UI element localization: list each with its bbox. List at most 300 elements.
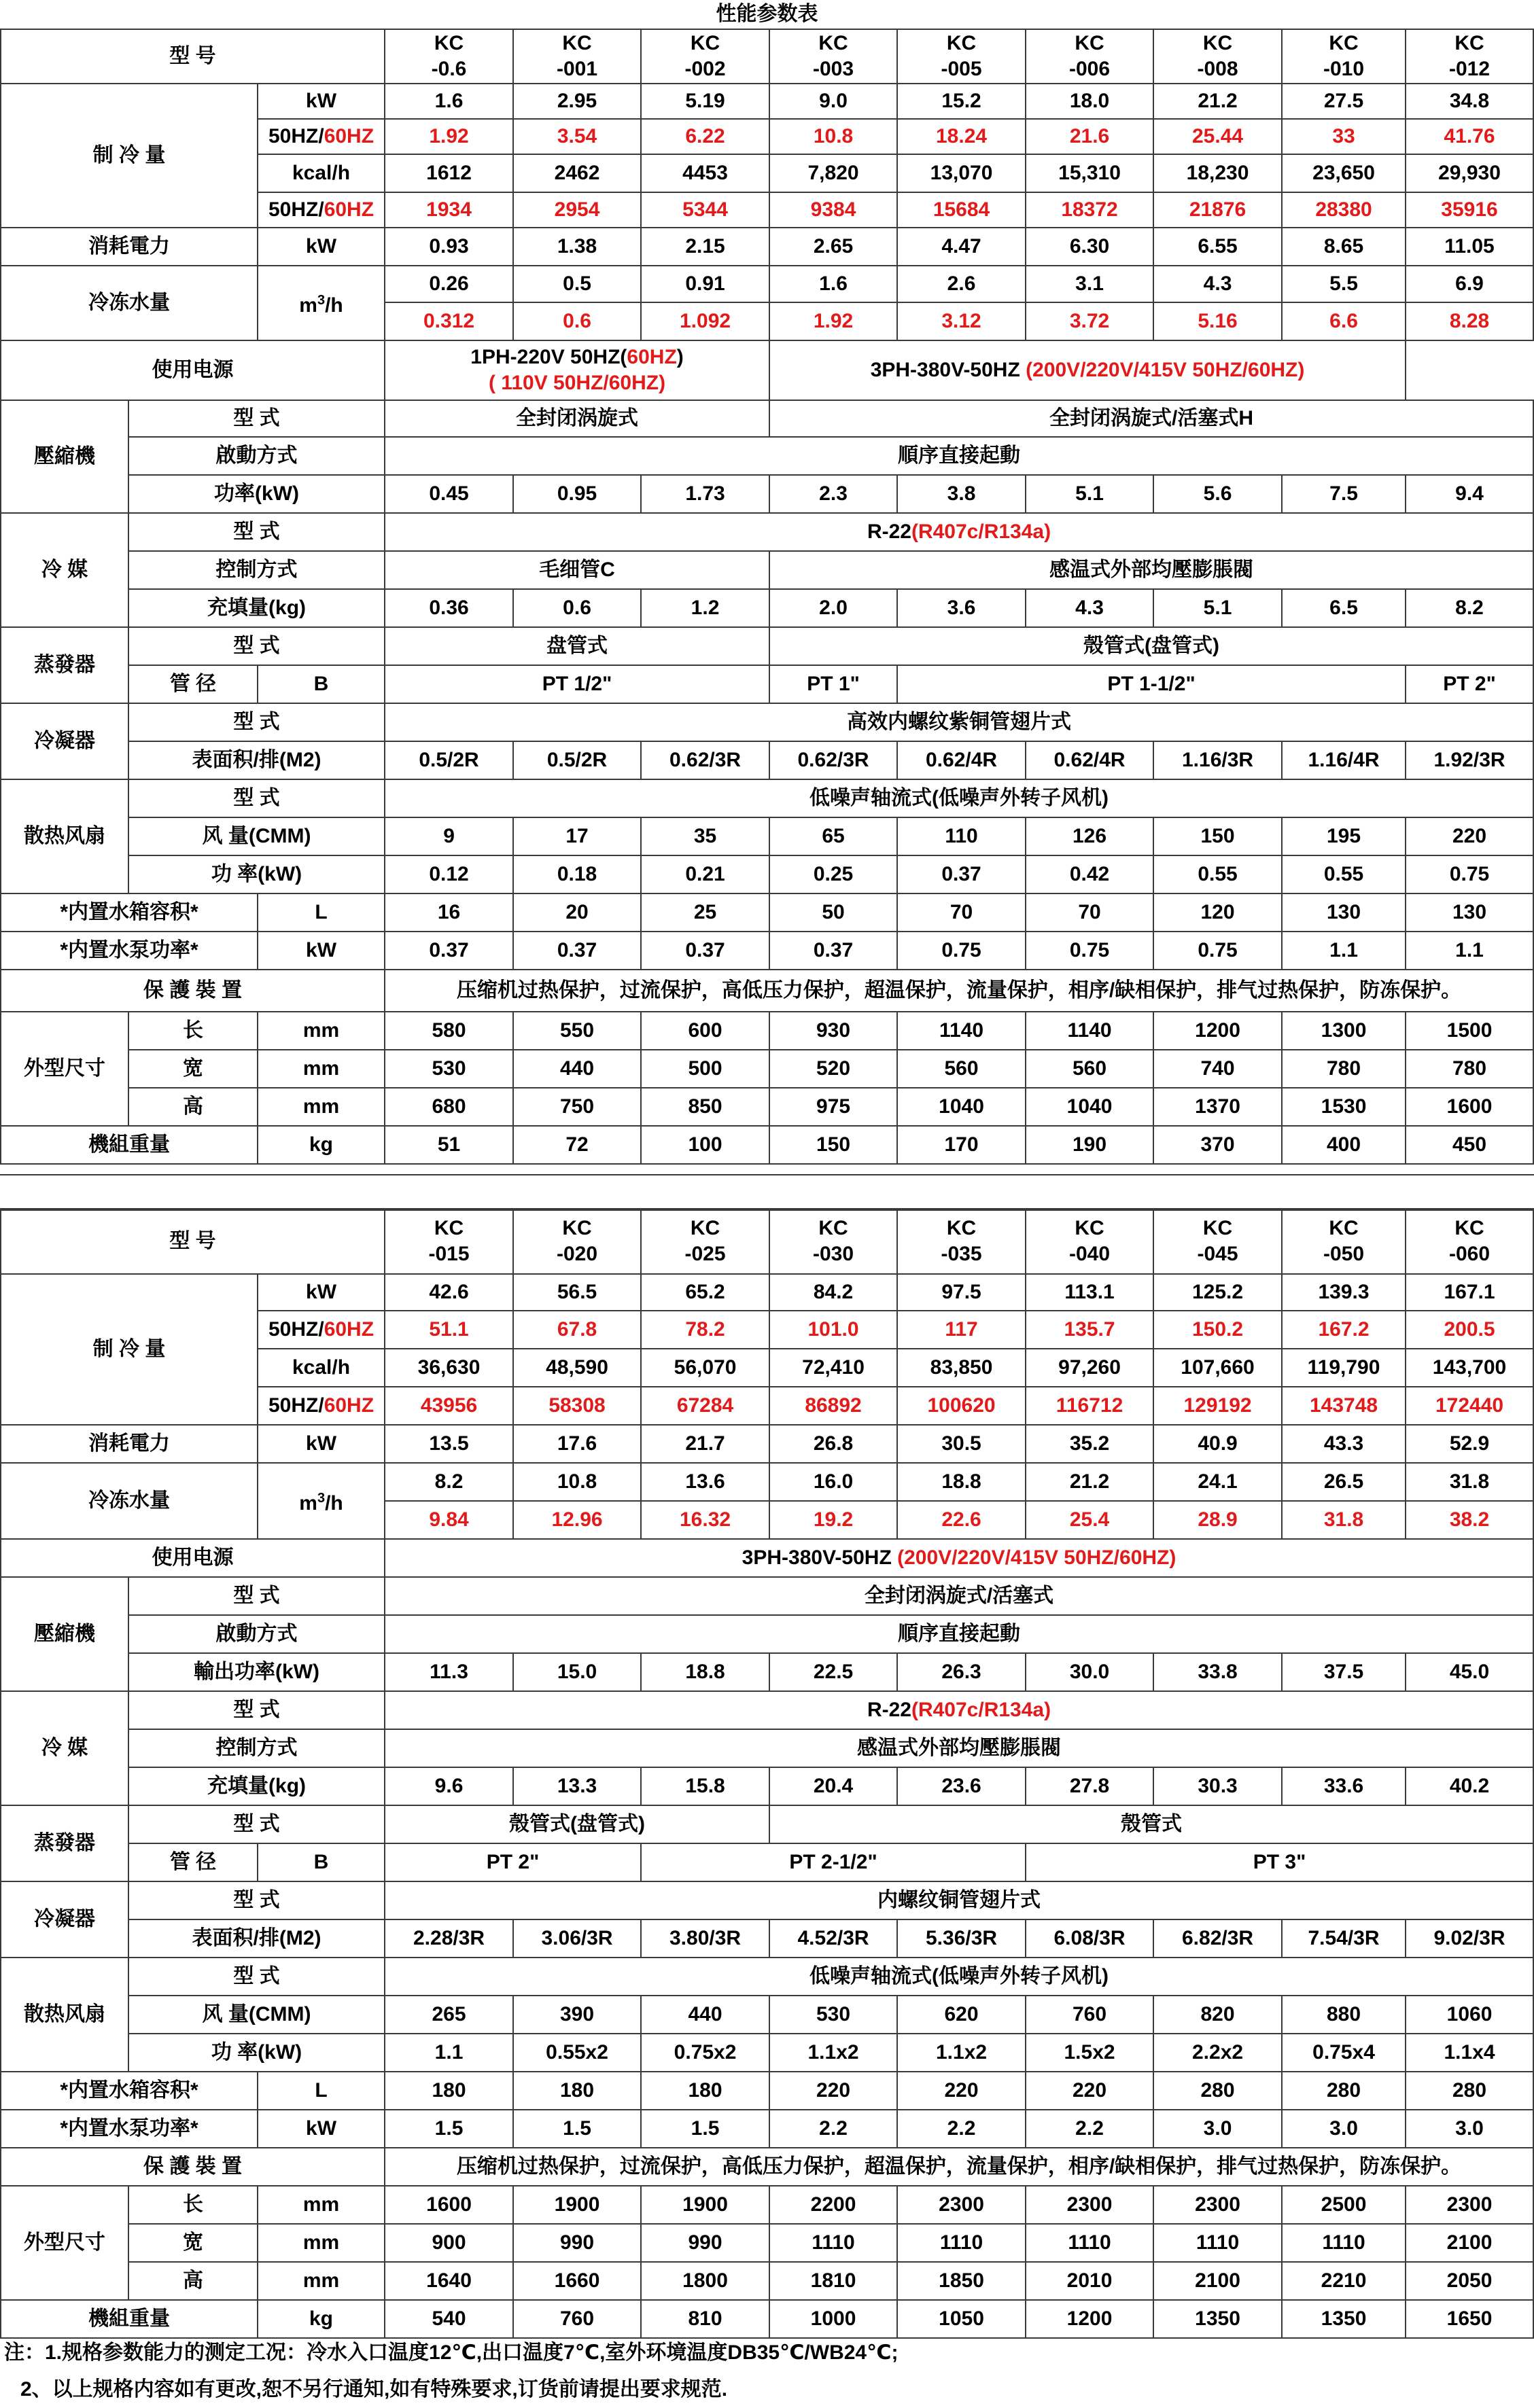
value-cell: 4453: [641, 154, 769, 192]
unit-cell: mm: [258, 1050, 385, 1088]
note-1: 注：1.规格参数能力的测定工况：冷水入口温度12℃,出口温度7℃,室外环境温度DB35℃/WB24℃;: [4, 2341, 899, 2364]
unit-cell: [258, 192, 385, 228]
model-header: [385, 29, 513, 84]
value-cell: 1800: [641, 2262, 769, 2300]
value-cell: 1.1: [385, 2034, 513, 2072]
value-cell: 150: [1153, 817, 1282, 855]
value-cell: 50: [769, 893, 897, 932]
weight-label: 機組重量: [1, 1126, 258, 1164]
value-cell: 0.37: [385, 932, 513, 970]
model-text: -012: [1448, 58, 1491, 80]
value-cell: 1.5x2: [1026, 2034, 1153, 2072]
value-cell: 167.2: [1282, 1311, 1406, 1349]
supply-text-red: (200V/220V/415V 50HZ/60HZ): [1026, 359, 1305, 381]
evaporator-label: 蒸發器: [1, 627, 128, 703]
value-cell: 27.5: [1282, 84, 1406, 119]
value-cell: 1810: [769, 2262, 897, 2300]
value-cell: 18372: [1026, 192, 1153, 228]
supply-text-red: 60HZ: [627, 346, 677, 368]
type-label: 型 式: [128, 1805, 385, 1843]
unit-cell: kcal/h: [258, 154, 385, 192]
value-cell: 180: [513, 2072, 641, 2110]
value-cell: 13.5: [385, 1425, 513, 1463]
surface-label: 表面积/排(M2): [128, 1919, 385, 1958]
value-cell: 620: [897, 1996, 1026, 2034]
compressor-power-row: [1, 1653, 1533, 1691]
unit-cell: B: [258, 1843, 385, 1881]
model-row: [1, 29, 1533, 84]
value-cell: 2300: [1153, 2186, 1282, 2224]
value-cell: 1140: [1026, 1012, 1153, 1050]
value-cell: 120: [1153, 893, 1282, 932]
value-cell: 1.16/3R: [1153, 741, 1282, 779]
height-label: 高: [128, 1088, 258, 1126]
value-cell: 220: [1406, 817, 1533, 855]
airflow-label: 风 量(CMM): [128, 1996, 385, 2034]
value-cell: 265: [385, 1996, 513, 2034]
value-cell: 3.1: [1026, 266, 1153, 302]
hz-50-label: 50HZ/: [268, 198, 324, 221]
value-cell: 0.5: [513, 266, 641, 302]
value-cell: 21.2: [1153, 84, 1282, 119]
value-cell: 370: [1153, 1126, 1282, 1164]
type-label: 型 式: [128, 400, 385, 437]
fan-power-label: 功 率(kW): [128, 2034, 385, 2072]
value-cell: 530: [769, 1996, 897, 2034]
model-text: KC: [1202, 1217, 1233, 1239]
evaporator-label: 蒸發器: [1, 1805, 128, 1881]
length-row: [1, 2186, 1533, 2224]
supply-three-phase: [385, 1539, 1533, 1577]
unit-cell: L: [258, 893, 385, 932]
value-cell: 167.1: [1406, 1274, 1533, 1311]
model-text: KC: [1454, 32, 1484, 54]
dimensions-label: 外型尺寸: [1, 2186, 128, 2300]
value-cell: 13.6: [641, 1463, 769, 1501]
model-header: [513, 1209, 641, 1274]
evaporator-type: 殼管式(盘管式): [769, 627, 1533, 665]
model-row: [1, 1209, 1533, 1274]
power-row: [1, 228, 1533, 266]
model-text: -050: [1323, 1243, 1365, 1265]
value-cell: 500: [641, 1050, 769, 1088]
model-text: KC: [562, 1217, 592, 1239]
hz-60-label: 60HZ: [324, 198, 374, 221]
value-cell: 7,820: [769, 154, 897, 192]
value-cell: 21876: [1153, 192, 1282, 228]
value-cell: 143748: [1282, 1387, 1406, 1425]
value-cell: 23.6: [897, 1767, 1026, 1805]
value-cell: 220: [1026, 2072, 1153, 2110]
value-cell: 2.6: [897, 266, 1026, 302]
protection-devices: 压缩机过热保护，过流保护，高低压力保护，超温保护，流量保护，相序/缺相保护，排气过热保护，防冻保护。: [385, 2148, 1533, 2186]
value-cell: 280: [1153, 2072, 1282, 2110]
model-header: [641, 29, 769, 84]
value-cell: 43.3: [1282, 1425, 1406, 1463]
value-cell: 18.0: [1026, 84, 1153, 119]
value-cell: 200.5: [1406, 1311, 1533, 1349]
length-label: 长: [128, 2186, 258, 2224]
model-text: -060: [1448, 1243, 1491, 1265]
value-cell: 150: [769, 1126, 897, 1164]
start-method: 順序直接起動: [385, 437, 1533, 475]
value-cell: 1110: [769, 2224, 897, 2262]
value-cell: 33.8: [1153, 1653, 1282, 1691]
value-cell: 9384: [769, 192, 897, 228]
value-cell: 16: [385, 893, 513, 932]
model-text: KC: [1454, 1217, 1484, 1239]
start-row: [1, 1615, 1533, 1653]
value-cell: 26.5: [1282, 1463, 1406, 1501]
value-cell: 0.91: [641, 266, 769, 302]
value-cell: 125.2: [1153, 1274, 1282, 1311]
value-cell: 1530: [1282, 1088, 1406, 1126]
value-cell: 1200: [1026, 2300, 1153, 2338]
value-cell: 21.7: [641, 1425, 769, 1463]
unit-cell: [258, 119, 385, 154]
value-cell: 280: [1406, 2072, 1533, 2110]
start-label: 啟動方式: [128, 437, 385, 475]
value-cell: 1050: [897, 2300, 1026, 2338]
pipe-size: PT 2": [1406, 665, 1533, 703]
value-cell: 22.5: [769, 1653, 897, 1691]
value-cell: 0.75: [1153, 932, 1282, 970]
value-cell: 6.55: [1153, 228, 1282, 266]
value-cell: 9: [385, 817, 513, 855]
value-cell: 78.2: [641, 1311, 769, 1349]
value-cell: 1.73: [641, 475, 769, 513]
value-cell: 0.37: [641, 932, 769, 970]
value-cell: 1612: [385, 154, 513, 192]
fan-power-label: 功 率(kW): [128, 855, 385, 893]
model-label: 型 号: [1, 29, 385, 84]
water-row: [1, 1463, 1533, 1501]
unit-cell: L: [258, 2072, 385, 2110]
value-cell: 5.16: [1153, 302, 1282, 340]
unit-cell: mm: [258, 1088, 385, 1126]
value-cell: 24.1: [1153, 1463, 1282, 1501]
cooling-kw-row: [1, 1274, 1533, 1311]
model-text: -005: [941, 58, 982, 80]
protection-label: 保 護 裝 置: [1, 970, 385, 1012]
value-cell: 16.0: [769, 1463, 897, 1501]
value-cell: 10.8: [513, 1463, 641, 1501]
value-cell: 17: [513, 817, 641, 855]
compressor-label: 壓縮機: [1, 1577, 128, 1691]
value-cell: 390: [513, 1996, 641, 2034]
value-cell: 1.92: [385, 119, 513, 154]
value-cell: 0.75: [1406, 855, 1533, 893]
value-cell: 16.32: [641, 1501, 769, 1539]
fan-type-row: [1, 779, 1533, 817]
model-text: -035: [941, 1243, 982, 1265]
value-cell: 35.2: [1026, 1425, 1153, 1463]
value-cell: 34.8: [1406, 84, 1533, 119]
unit-cell: kW: [258, 932, 385, 970]
value-cell: 540: [385, 2300, 513, 2338]
unit-h: /h: [325, 1492, 343, 1515]
value-cell: 3.54: [513, 119, 641, 154]
value-cell: 48,590: [513, 1349, 641, 1387]
hz-60-label: 60HZ: [324, 1318, 374, 1341]
value-cell: 2.2x2: [1153, 2034, 1282, 2072]
pipe-size: PT 2": [385, 1843, 641, 1881]
compressor-power-row: [1, 475, 1533, 513]
value-cell: 2050: [1406, 2262, 1533, 2300]
value-cell: 130: [1406, 893, 1533, 932]
value-cell: 129192: [1153, 1387, 1282, 1425]
value-cell: 0.62/3R: [769, 741, 897, 779]
value-cell: 1110: [897, 2224, 1026, 2262]
value-cell: 1350: [1282, 2300, 1406, 2338]
value-cell: 51.1: [385, 1311, 513, 1349]
value-cell: 520: [769, 1050, 897, 1088]
hz-60-label: 60HZ: [324, 1394, 374, 1417]
supply-text: 3PH-380V-50HZ: [870, 359, 1026, 381]
value-cell: 9.6: [385, 1767, 513, 1805]
control-label: 控制方式: [128, 1729, 385, 1767]
supply-text-red: (200V/220V/415V 50HZ/60HZ): [897, 1546, 1176, 1569]
value-cell: 15.0: [513, 1653, 641, 1691]
unit-h: /h: [325, 294, 343, 317]
value-cell: 30.5: [897, 1425, 1026, 1463]
model-text: -0.6: [431, 58, 467, 80]
value-cell: 135.7: [1026, 1311, 1153, 1349]
refrigerant-type-row: [1, 513, 1533, 551]
value-cell: 0.62/4R: [897, 741, 1026, 779]
compressor-power-label: 輸出功率(kW): [128, 1653, 385, 1691]
value-cell: 21.2: [1026, 1463, 1153, 1501]
surface-row: [1, 1919, 1533, 1958]
condenser-type-row: [1, 1881, 1533, 1919]
value-cell: 2210: [1282, 2262, 1406, 2300]
value-cell: 1850: [897, 2262, 1026, 2300]
value-cell: 550: [513, 1012, 641, 1050]
model-text: KC: [946, 1217, 977, 1239]
value-cell: 36,630: [385, 1349, 513, 1387]
value-cell: 11.05: [1406, 228, 1533, 266]
model-text: -025: [684, 1243, 726, 1265]
value-cell: 195: [1282, 817, 1406, 855]
protection-devices: 压缩机过热保护，过流保护，高低压力保护，超温保护，流量保护，相序/缺相保护，排气过热保护，防冻保护。: [385, 970, 1533, 1012]
value-cell: 4.52/3R: [769, 1919, 897, 1958]
value-cell: 1500: [1406, 1012, 1533, 1050]
model-text: KC: [818, 32, 848, 54]
value-cell: 560: [1026, 1050, 1153, 1088]
value-cell: 0.37: [513, 932, 641, 970]
value-cell: 0.55: [1153, 855, 1282, 893]
supply-row: [1, 340, 1533, 400]
cooling-label: 制 冷 量: [1, 84, 258, 228]
model-text: -008: [1197, 58, 1238, 80]
model-header: [1282, 29, 1406, 84]
model-text: KC: [1202, 32, 1233, 54]
value-cell: 116712: [1026, 1387, 1153, 1425]
unit-cell: B: [258, 665, 385, 703]
protection-label: 保 護 裝 置: [1, 2148, 385, 2186]
value-cell: 9.02/3R: [1406, 1919, 1533, 1958]
cooling-kw-row: [1, 84, 1533, 119]
value-cell: 26.3: [897, 1653, 1026, 1691]
value-cell: 67284: [641, 1387, 769, 1425]
unit-cell: mm: [258, 2262, 385, 2300]
value-cell: 3.0: [1406, 2110, 1533, 2148]
value-cell: 101.0: [769, 1311, 897, 1349]
value-cell: 25.44: [1153, 119, 1282, 154]
model-header: [513, 29, 641, 84]
value-cell: 530: [385, 1050, 513, 1088]
fan-type-row: [1, 1958, 1533, 1996]
tank-row: [1, 893, 1533, 932]
value-cell: 2.15: [641, 228, 769, 266]
weight-label: 機組重量: [1, 2300, 258, 2338]
power-label: 消耗電力: [1, 228, 258, 266]
value-cell: 2100: [1406, 2224, 1533, 2262]
value-cell: 5.1: [1153, 589, 1282, 627]
value-cell: 15.8: [641, 1767, 769, 1805]
value-cell: 9.0: [769, 84, 897, 119]
model-text: KC: [690, 1217, 720, 1239]
value-cell: 2462: [513, 154, 641, 192]
value-cell: 19.2: [769, 1501, 897, 1539]
charge-row: [1, 1767, 1533, 1805]
value-cell: 0.36: [385, 589, 513, 627]
value-cell: 0.37: [897, 855, 1026, 893]
model-text: KC: [690, 32, 720, 54]
refrigerant-text-red: (R407c/R134a): [911, 520, 1051, 543]
value-cell: 6.82/3R: [1153, 1919, 1282, 1958]
value-cell: 0.75x4: [1282, 2034, 1406, 2072]
value-cell: 1.092: [641, 302, 769, 340]
value-cell: 1650: [1406, 2300, 1533, 2338]
model-header: [1406, 1209, 1533, 1274]
unit-cell: kg: [258, 1126, 385, 1164]
type-label: 型 式: [128, 1577, 385, 1615]
supply-single-phase: [385, 340, 769, 400]
fan-type: 低噪声轴流式(低噪声外转子风机): [385, 779, 1533, 817]
value-cell: 3.8: [897, 475, 1026, 513]
start-row: [1, 437, 1533, 475]
value-cell: 52.9: [1406, 1425, 1533, 1463]
hz-50-label: 50HZ/: [268, 125, 324, 147]
unit-cell: [258, 1311, 385, 1349]
model-text: KC: [1329, 1217, 1359, 1239]
value-cell: 1.6: [769, 266, 897, 302]
unit-cell: kW: [258, 1274, 385, 1311]
value-cell: 126: [1026, 817, 1153, 855]
width-row: [1, 2224, 1533, 2262]
value-cell: 28380: [1282, 192, 1406, 228]
value-cell: 680: [385, 1088, 513, 1126]
value-cell: 119,790: [1282, 1349, 1406, 1387]
power-row: [1, 1425, 1533, 1463]
value-cell: 25: [641, 893, 769, 932]
value-cell: 3.12: [897, 302, 1026, 340]
value-cell: 0.12: [385, 855, 513, 893]
compressor-type: 全封闭涡旋式/活塞式: [385, 1577, 1533, 1615]
value-cell: 22.6: [897, 1501, 1026, 1539]
compressor-type: 全封闭涡旋式/活塞式H: [769, 400, 1533, 437]
unit-superscript: 3: [317, 293, 326, 308]
model-text: KC: [1075, 1217, 1104, 1239]
condenser-type: 内螺纹铜管翅片式: [385, 1881, 1533, 1919]
value-cell: 975: [769, 1088, 897, 1126]
refrigerant-label: 冷 媒: [1, 513, 128, 627]
refrigerant-text-red: (R407c/R134a): [911, 1699, 1051, 1721]
value-cell: 67.8: [513, 1311, 641, 1349]
value-cell: 27.8: [1026, 1767, 1153, 1805]
cooling-label: 制 冷 量: [1, 1274, 258, 1425]
value-cell: 930: [769, 1012, 897, 1050]
table-separator: [0, 1174, 1534, 1211]
pump-row: [1, 932, 1533, 970]
type-label: 型 式: [128, 1881, 385, 1919]
value-cell: 65: [769, 817, 897, 855]
value-cell: 170: [897, 1126, 1026, 1164]
unit-cell: mm: [258, 2224, 385, 2262]
value-cell: 1.1x4: [1406, 2034, 1533, 2072]
value-cell: 2.3: [769, 475, 897, 513]
model-header: [769, 1209, 897, 1274]
notes: [0, 2335, 1534, 2408]
value-cell: 8.2: [385, 1463, 513, 1501]
value-cell: 117: [897, 1311, 1026, 1349]
condenser-type: 高效内螺纹紫铜管翅片式: [385, 703, 1533, 741]
value-cell: 65.2: [641, 1274, 769, 1311]
pipe-size: PT 1": [769, 665, 897, 703]
evaporator-type: 殼管式: [769, 1805, 1533, 1843]
value-cell: 83,850: [897, 1349, 1026, 1387]
value-cell: 1110: [1153, 2224, 1282, 2262]
value-cell: 2300: [1406, 2186, 1533, 2224]
value-cell: 37.5: [1282, 1653, 1406, 1691]
tank-label: *内置水箱容积*: [1, 2072, 258, 2110]
value-cell: 1.6: [385, 84, 513, 119]
supply-three-phase: [769, 340, 1406, 400]
value-cell: 740: [1153, 1050, 1282, 1088]
value-cell: 280: [1282, 2072, 1406, 2110]
width-label: 宽: [128, 1050, 258, 1088]
value-cell: 43956: [385, 1387, 513, 1425]
condenser-label: 冷凝器: [1, 1881, 128, 1958]
charge-label: 充填量(kg): [128, 589, 385, 627]
value-cell: 180: [385, 2072, 513, 2110]
model-text: KC: [818, 1217, 848, 1239]
value-cell: 400: [1282, 1126, 1406, 1164]
value-cell: 31.8: [1406, 1463, 1533, 1501]
value-cell: 58308: [513, 1387, 641, 1425]
value-cell: 0.25: [769, 855, 897, 893]
charge-row: [1, 589, 1533, 627]
value-cell: 2.2: [1026, 2110, 1153, 2148]
condenser-type-row: [1, 703, 1533, 741]
type-label: 型 式: [128, 779, 385, 817]
value-cell: 100620: [897, 1387, 1026, 1425]
value-cell: 72,410: [769, 1349, 897, 1387]
pipe-size: PT 3": [1026, 1843, 1533, 1881]
value-cell: 760: [1026, 1996, 1153, 2034]
note-2: 2、以上规格内容如有更改,恕不另行通知,如有特殊要求,订货前请提出要求规范.: [20, 2378, 728, 2401]
value-cell: 97,260: [1026, 1349, 1153, 1387]
value-cell: 1900: [513, 2186, 641, 2224]
hz-50-label: 50HZ/: [268, 1318, 324, 1341]
value-cell: 6.22: [641, 119, 769, 154]
supply-text: ): [676, 346, 684, 368]
pipe-label: 管 径: [128, 665, 258, 703]
value-cell: 1350: [1153, 2300, 1282, 2338]
value-cell: 107,660: [1153, 1349, 1282, 1387]
value-cell: 29,930: [1406, 154, 1533, 192]
